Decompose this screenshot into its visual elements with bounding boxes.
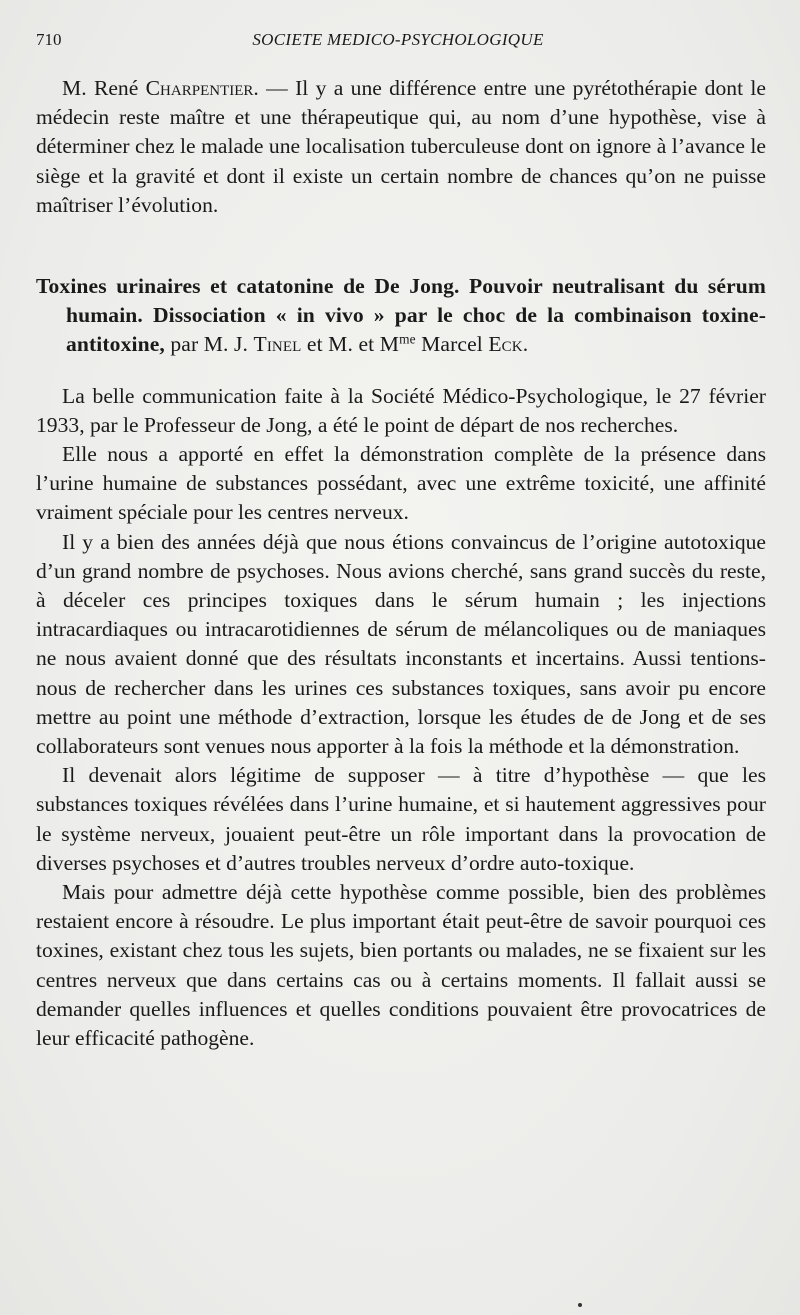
author-tinel: Tinel <box>253 332 302 357</box>
speaker-prefix: M. René <box>62 76 146 100</box>
article-title-text: Toxines urinaires et catatonine de De Jong. Pouvoir neutralisant du sérum humain. Dissociation « in vivo » par le choc de la combinaison toxine-antitoxine, <box>36 274 766 357</box>
page-content <box>36 74 766 1053</box>
print-speck <box>578 1303 582 1307</box>
byline-end: . <box>522 332 529 357</box>
body-paragraph: Il y a bien des années déjà que nous étions convaincus de l’origine autotoxique d’un grand nombre de psychoses. Nous avions cherché, sans grand succès du reste, à déceler ces principes toxiques dans le sérum humain ; les injections intracardiaques ou intracarotidiennes de sérum de mélancoliques ou de maniaques ne nous avaient donné que des résultats inconstants et incertains. Aussi tentions-nous de rechercher dans les urines ces substances toxiques, sans avoir pu encore mettre au point une méthode d’extraction, lorsque les études de de Jong et de ses collaborateurs sont venues nous apporter à la fois la méthode et la démonstration. <box>36 529 766 759</box>
discussion-text: — Il y a une différence entre une pyrétothérapie dont le médecin reste maître et une thérapeutique qui, au nom d’une hypothèse, vise à déterminer chez le malade une localisation tuberculeuse dont on ignore à l’avance le siège et la gravité et dont il existe un certain nombre de chances qu’on ne puisse maîtriser l’évolution. <box>36 76 766 217</box>
page-header <box>36 30 760 56</box>
discussion-paragraph <box>36 74 766 220</box>
mme-superscript: me <box>399 332 416 348</box>
article-byline <box>165 332 528 356</box>
author-eck-first: Marcel <box>415 332 489 357</box>
body-paragraph: Elle nous a apporté en effet la démonstration complète de la présence dans l’urine humaine de substances possédant, avec une extrême toxicité, une affinité vraiment spéciale pour les centres nerveux. <box>36 442 766 525</box>
article-title <box>36 272 766 360</box>
byline-by: par M. J. <box>164 332 254 357</box>
body-paragraph: La belle communication faite à la Société Médico-Psychologique, le 27 février 1933, par le Professeur de Jong, a été le point de départ de nos recherches. <box>36 383 766 437</box>
byline-and: et M. et M <box>301 332 400 357</box>
speaker-name: Charpentier. <box>145 76 259 100</box>
page-number: 710 <box>36 30 62 49</box>
body-paragraph: Il devenait alors légitime de supposer — à titre d’hypothèse — que les substances toxiques révélées dans l’urine humaine, et si hautement aggressives pour le système nerveux, jouaient peut-être un rôle important dans la provocation de diverses psychoses et d’autres troubles nerveux d’ordre auto-toxique. <box>36 763 766 875</box>
body-paragraph: Mais pour admettre déjà cette hypothèse comme possible, bien des problèmes restaient encore à résoudre. Le plus important était peut-être de savoir pourquoi ces toxines, existant chez tous les sujets, bien portants ou malades, ne se fixaient sur les centres nerveux que dans certains cas ou à certains moments. Il fallait aussi se demander quelles influences et quelles conditions pouvaient être provocatrices de leur efficacité pathogène. <box>36 880 766 1051</box>
author-eck-last: Eck <box>488 332 523 357</box>
running-title: SOCIETE MEDICO-PSYCHOLOGIQUE <box>252 30 544 49</box>
